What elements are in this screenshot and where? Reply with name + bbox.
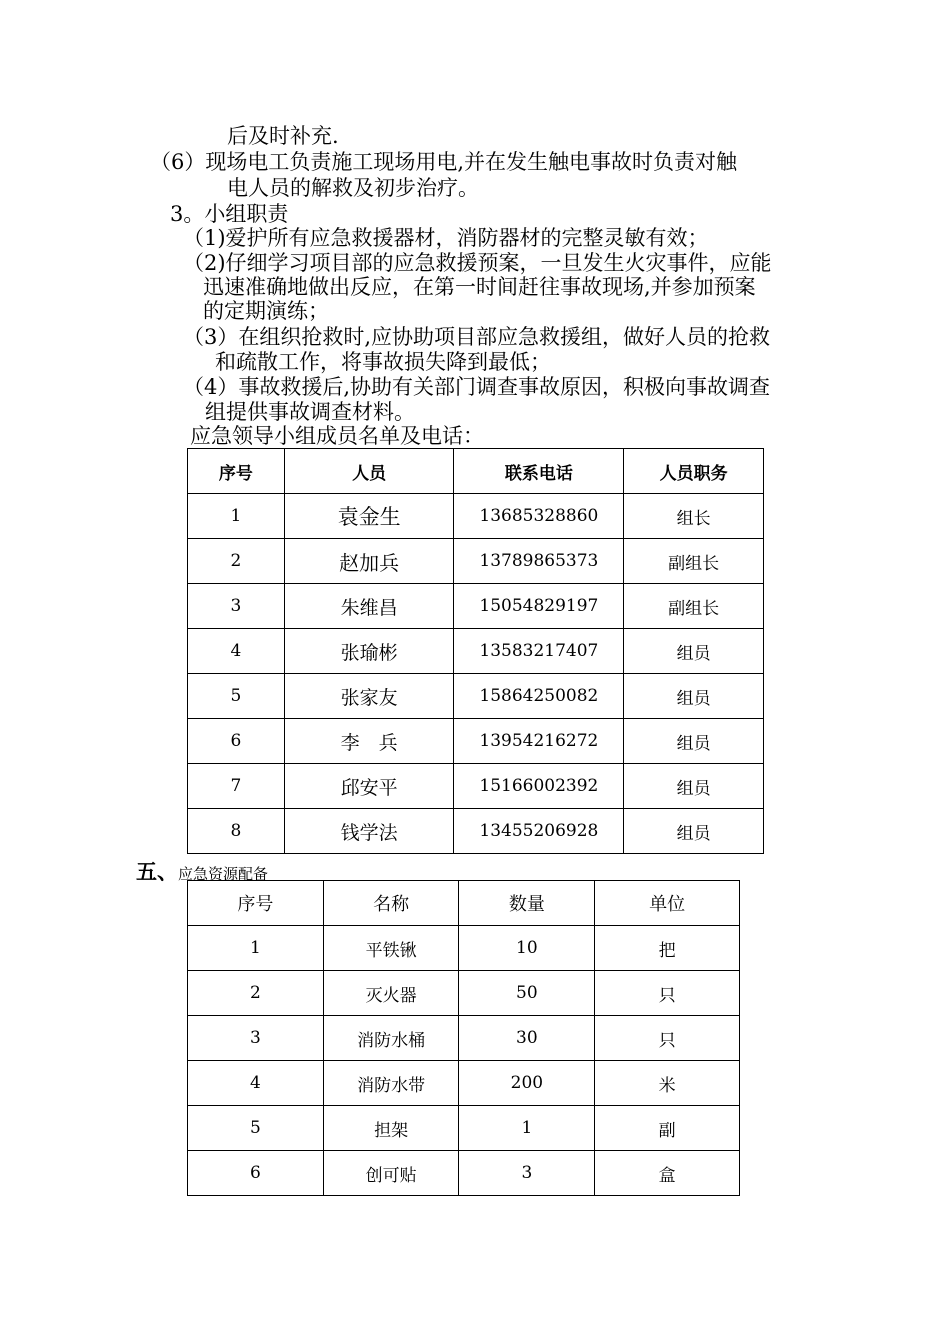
section-number: 五、 — [136, 860, 178, 884]
table-row — [188, 494, 764, 539]
cell-phone: 15166002392 — [454, 764, 624, 809]
cell-phone: 15054829197 — [454, 584, 624, 629]
table-row — [188, 1151, 740, 1196]
header-index: 序号 — [188, 881, 324, 926]
table-row — [188, 926, 740, 971]
header-unit: 单位 — [595, 881, 740, 926]
cell-unit: 把 — [595, 926, 740, 971]
cell-person: 李 兵 — [284, 719, 454, 764]
paragraph-line: （6）现场电工负责施工现场用电,并在发生触电事故时负责对触 — [150, 150, 738, 174]
cell-quantity: 30 — [459, 1016, 595, 1061]
cell-index: 6 — [188, 719, 285, 764]
cell-index: 2 — [188, 971, 324, 1016]
cell-person: 袁金生 — [284, 494, 454, 539]
cell-unit: 米 — [595, 1061, 740, 1106]
cell-unit: 盒 — [595, 1151, 740, 1196]
cell-position: 副组长 — [624, 539, 764, 584]
paragraph-line: 的定期演练； — [203, 299, 329, 323]
cell-person: 邱安平 — [284, 764, 454, 809]
table-row — [188, 971, 740, 1016]
header-position: 人员职务 — [624, 449, 764, 494]
cell-index: 3 — [188, 584, 285, 629]
paragraph-line: 电人员的解救及初步治疗。 — [227, 176, 479, 200]
table-row — [188, 1016, 740, 1061]
header-quantity: 数量 — [459, 881, 595, 926]
cell-name: 担架 — [323, 1106, 459, 1151]
table-row — [188, 674, 764, 719]
table-row — [188, 719, 764, 764]
cell-phone: 13583217407 — [454, 629, 624, 674]
header-index: 序号 — [188, 449, 285, 494]
cell-quantity: 50 — [459, 971, 595, 1016]
cell-index: 1 — [188, 926, 324, 971]
table-row — [188, 629, 764, 674]
cell-index: 2 — [188, 539, 285, 584]
cell-person: 赵加兵 — [284, 539, 454, 584]
cell-quantity: 3 — [459, 1151, 595, 1196]
header-person: 人员 — [284, 449, 454, 494]
paragraph-line: 组提供事故调查材料。 — [205, 400, 415, 424]
cell-quantity: 10 — [459, 926, 595, 971]
header-name: 名称 — [323, 881, 459, 926]
cell-position: 组员 — [624, 719, 764, 764]
cell-index: 5 — [188, 674, 285, 719]
cell-index: 8 — [188, 809, 285, 854]
cell-name: 平铁锹 — [323, 926, 459, 971]
cell-phone: 13789865373 — [454, 539, 624, 584]
cell-phone: 15864250082 — [454, 674, 624, 719]
paragraph-line: 后及时补充. — [227, 124, 339, 148]
table-caption: 应急领导小组成员名单及电话： — [190, 424, 484, 448]
emergency-team-contacts-table — [187, 448, 764, 854]
cell-index: 6 — [188, 1151, 324, 1196]
section-heading: 3。小组职责 — [170, 202, 289, 226]
cell-person: 张瑜彬 — [284, 629, 454, 674]
cell-phone: 13685328860 — [454, 494, 624, 539]
cell-index: 4 — [188, 629, 285, 674]
table-row — [188, 1061, 740, 1106]
cell-index: 3 — [188, 1016, 324, 1061]
cell-position: 组长 — [624, 494, 764, 539]
table-row — [188, 764, 764, 809]
table-row — [188, 809, 764, 854]
section-title: 应急资源配备 — [178, 865, 269, 883]
cell-quantity: 200 — [459, 1061, 595, 1106]
paragraph-line: （3）在组织抢救时,应协助项目部应急救援组，做好人员的抢救 — [183, 325, 771, 349]
cell-name: 灭火器 — [323, 971, 459, 1016]
table-row — [188, 539, 764, 584]
cell-index: 5 — [188, 1106, 324, 1151]
cell-index: 4 — [188, 1061, 324, 1106]
paragraph-line: 迅速准确地做出反应，在第一时间赶往事故现场,并参加预案 — [203, 275, 756, 299]
header-phone: 联系电话 — [454, 449, 624, 494]
cell-name: 消防水桶 — [323, 1016, 459, 1061]
cell-phone: 13455206928 — [454, 809, 624, 854]
cell-quantity: 1 — [459, 1106, 595, 1151]
cell-position: 组员 — [624, 674, 764, 719]
cell-position: 组员 — [624, 629, 764, 674]
table-row — [188, 1106, 740, 1151]
cell-index: 1 — [188, 494, 285, 539]
cell-unit: 只 — [595, 971, 740, 1016]
cell-unit: 副 — [595, 1106, 740, 1151]
cell-person: 朱维昌 — [284, 584, 454, 629]
cell-phone: 13954216272 — [454, 719, 624, 764]
paragraph-line: 和疏散工作，将事故损失降到最低； — [215, 350, 551, 374]
emergency-resources-table — [187, 880, 740, 1196]
table-header-row — [188, 449, 764, 494]
paragraph-line: （1)爱护所有应急救援器材，消防器材的完整灵敏有效； — [183, 226, 709, 250]
cell-unit: 只 — [595, 1016, 740, 1061]
cell-person: 张家友 — [284, 674, 454, 719]
paragraph-line: （2)仔细学习项目部的应急救援预案，一旦发生火灾事件，应能 — [183, 251, 772, 275]
cell-position: 组员 — [624, 764, 764, 809]
table-row — [188, 584, 764, 629]
cell-position: 副组长 — [624, 584, 764, 629]
cell-person: 钱学法 — [284, 809, 454, 854]
cell-name: 创可贴 — [323, 1151, 459, 1196]
cell-name: 消防水带 — [323, 1061, 459, 1106]
table-header-row — [188, 881, 740, 926]
paragraph-line: （4）事故救援后,协助有关部门调查事故原因，积极向事故调查 — [183, 375, 771, 399]
cell-position: 组员 — [624, 809, 764, 854]
cell-index: 7 — [188, 764, 285, 809]
